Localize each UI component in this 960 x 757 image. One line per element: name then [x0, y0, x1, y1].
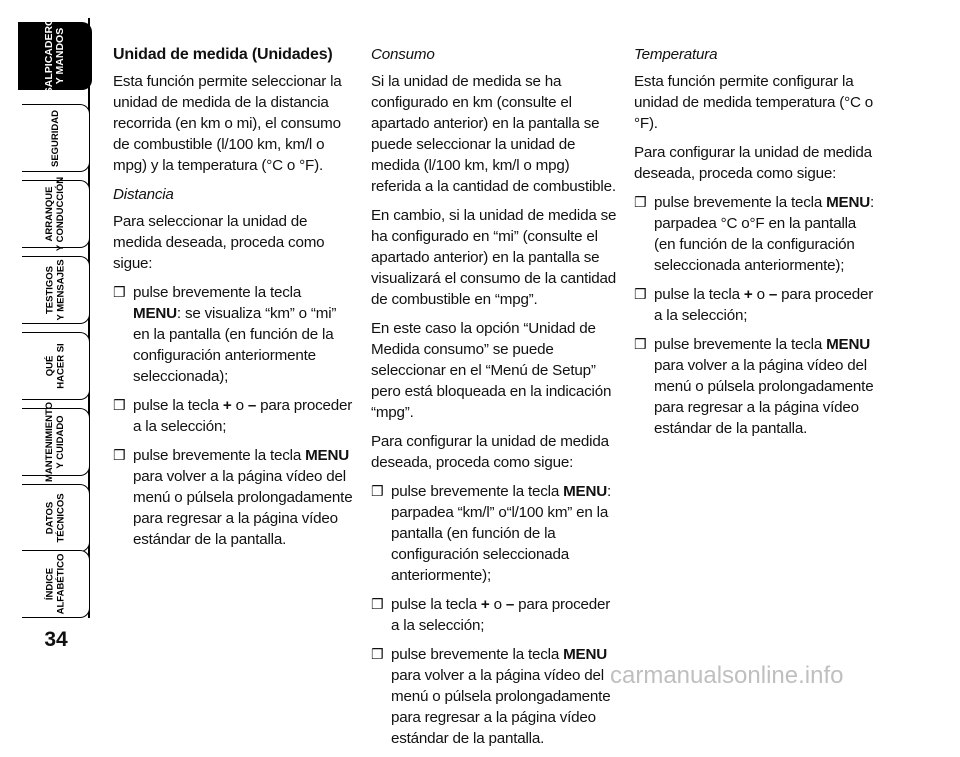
tab-label: TESTIGOS Y MENSAJES	[44, 259, 67, 321]
plus-key-label: +	[222, 397, 232, 414]
checkbox-bullet-icon: ❒	[371, 483, 384, 499]
section-sidebar	[0, 0, 98, 692]
bullet-text: para proceder a la selección;	[391, 596, 611, 634]
page-number: 34	[44, 628, 68, 651]
checkbox-bullet-icon: ❒	[371, 646, 384, 662]
subheading-temperatura: Temperatura	[634, 46, 718, 63]
checkbox-bullet-icon: ❒	[113, 397, 126, 413]
paragraph: En este caso la opción “Unidad de Medida consumo” se puede seleccionar en el “Menú de Setup” pero está bloqueada en la indicación “mpg”.	[371, 320, 612, 421]
menu-key-label: MENU	[133, 305, 177, 322]
intro-paragraph: Esta función permite seleccionar la unidad de medida de la distancia recorrida (en km o mi), el consumo de combustible (l/100 km, km/l o mpg) y la temperatura (°C o °F).	[113, 73, 342, 174]
list-item	[113, 445, 353, 550]
subheading-distancia: Distancia	[113, 186, 174, 203]
bullet-text: o	[231, 397, 248, 414]
menu-key-label: MENU	[563, 646, 608, 663]
tab-label: SEGURIDAD	[49, 109, 61, 167]
column-consumo	[371, 44, 617, 757]
checkbox-bullet-icon: ❒	[634, 336, 647, 352]
tab-mantenimiento[interactable]	[22, 401, 90, 483]
list-item	[371, 594, 617, 636]
menu-key-label: MENU	[563, 483, 608, 500]
list-item	[113, 282, 353, 387]
list-item	[634, 334, 880, 439]
paragraph: Para configurar la unidad de medida deseada, proceda como sigue:	[371, 433, 609, 471]
bullet-text: pulse brevemente la tecla	[654, 194, 827, 211]
paragraph: Esta función permite configurar la unidad de medida temperatura (°C o °F).	[634, 73, 874, 132]
tab-seguridad[interactable]	[22, 104, 90, 172]
tab-datos-tecnicos[interactable]	[22, 484, 90, 552]
bullet-text: o	[489, 596, 506, 613]
checkbox-bullet-icon: ❒	[371, 596, 384, 612]
minus-key-label: –	[505, 596, 515, 613]
bullet-text: : se visualiza “km” o “mi” en la pantalla (en función de la configuración anteriormente seleccionada);	[133, 305, 337, 385]
list-item	[634, 192, 880, 276]
menu-key-label: MENU	[826, 194, 871, 211]
watermark: carmanualsonline.info	[610, 662, 844, 689]
paragraph: Si la unidad de medida se ha configurado en km (consulte el apartado anterior) en la pantalla se puede seleccionar la unidad de medida (l/100 km, km/l o mpg) referida a la cantidad de combustible.	[371, 73, 616, 195]
menu-key-label: MENU	[305, 447, 350, 464]
checkbox-bullet-icon: ❒	[634, 194, 647, 210]
bullet-text: pulse brevemente la tecla	[391, 646, 564, 663]
column-temperatura	[634, 44, 880, 447]
bullet-text: pulse la tecla	[654, 286, 744, 303]
bullet-text: pulse brevemente la tecla	[391, 483, 564, 500]
tab-salpicadero[interactable]	[18, 17, 92, 95]
bullet-text: para proceder a la selección;	[133, 397, 353, 435]
list-item	[634, 284, 880, 326]
plus-key-label: +	[480, 596, 490, 613]
tab-label: ÍNDICE ALFABÉTICO	[44, 553, 67, 615]
tab-label: MANTENIMIENTO Y CUIDADO	[44, 401, 67, 483]
list-item	[371, 644, 617, 749]
bullet-text: pulse brevemente la tecla	[133, 447, 306, 464]
bullet-text: o	[752, 286, 769, 303]
section-heading: Unidad de medida (Unidades)	[113, 46, 333, 63]
bullet-text: para volver a la página vídeo del menú o púlsela prolongadamente para regresar a la página vídeo estándar de la pantalla.	[391, 667, 611, 747]
tab-arranque[interactable]	[22, 176, 90, 252]
distancia-paragraph: Para seleccionar la unidad de medida deseada, proceda como sigue:	[113, 213, 325, 272]
list-item	[371, 481, 617, 586]
paragraph: Para configurar la unidad de medida deseada, proceda como sigue:	[634, 144, 872, 182]
bullet-text: pulse la tecla	[133, 397, 223, 414]
list-item	[113, 395, 353, 437]
minus-key-label: –	[247, 397, 257, 414]
tab-label: DATOS TÉCNICOS	[44, 493, 67, 543]
bullet-text: pulse brevemente la tecla	[654, 336, 827, 353]
menu-key-label: MENU	[826, 336, 871, 353]
tab-label: ARRANQUE Y CONDUCCIÓN	[44, 176, 67, 252]
checkbox-bullet-icon: ❒	[113, 284, 126, 300]
bullet-text: : parpadea “km/l” o“l/100 km” en la pantalla (en función de la configuración seleccionada anteriormente);	[391, 483, 612, 584]
tab-testigos[interactable]	[22, 256, 90, 324]
tab-label: SALPICADERO Y MANDOS	[43, 17, 66, 95]
tab-que-hacer-si[interactable]	[22, 332, 90, 400]
minus-key-label: –	[768, 286, 778, 303]
bullet-text: para proceder a la selección;	[654, 286, 874, 324]
bullet-text: para volver a la página vídeo del menú o púlsela prolongadamente para regresar a la página vídeo estándar de la pantalla.	[133, 468, 353, 548]
tab-label: QUÉ HACER SI	[44, 343, 67, 389]
plus-key-label: +	[743, 286, 753, 303]
checkbox-bullet-icon: ❒	[113, 447, 126, 463]
column-units	[113, 44, 353, 558]
bullet-text: pulse la tecla	[391, 596, 481, 613]
bullet-text: : parpadea °C o°F en la pantalla (en función de la configuración seleccionada anteriormente);	[654, 194, 875, 274]
tab-indice[interactable]	[22, 550, 90, 618]
paragraph: En cambio, si la unidad de medida se ha configurado en “mi” (consulte el apartado anterior) en la pantalla se visualizará el consumo de la cantidad de combustible en “mpg”.	[371, 207, 617, 308]
bullet-text: pulse brevemente la tecla	[133, 284, 302, 301]
checkbox-bullet-icon: ❒	[634, 286, 647, 302]
bullet-text: para volver a la página vídeo del menú o púlsela prolongadamente para regresar a la página vídeo estándar de la pantalla.	[654, 357, 874, 437]
subheading-consumo: Consumo	[371, 46, 435, 63]
